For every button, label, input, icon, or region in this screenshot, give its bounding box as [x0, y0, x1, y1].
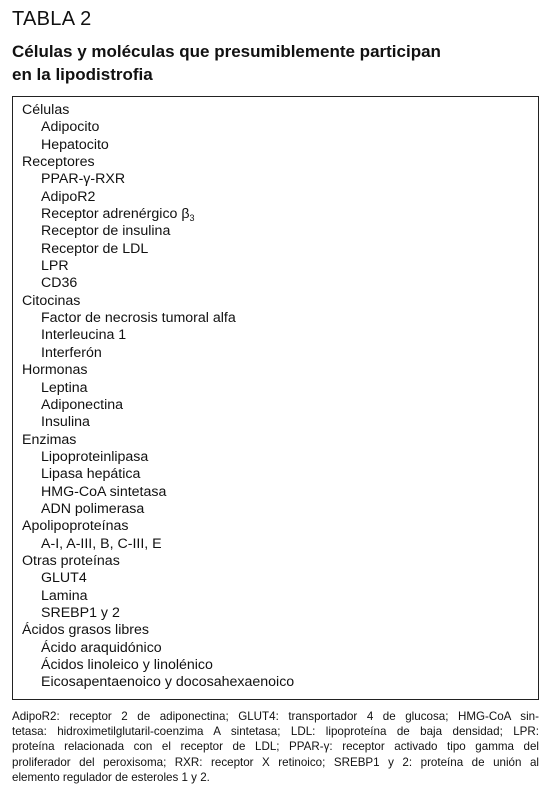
group-item-text: Ácidos linoleico y linolénico [41, 657, 213, 673]
group-item-text: Insulina [41, 414, 90, 431]
group-item-text: Eicosapentaenoico y docosahexaenoico [41, 674, 295, 691]
group-item [22, 223, 294, 240]
group-item [22, 380, 294, 397]
group-item [22, 327, 294, 344]
group-item-text: GLUT4 [41, 570, 87, 587]
group-heading: Citocinas [22, 292, 81, 309]
group-item [22, 501, 294, 518]
group-item-text: Leptina [41, 379, 88, 396]
group-item-text: Lipoproteinlipasa [41, 448, 149, 465]
group-item [22, 171, 294, 188]
group-item [22, 206, 294, 223]
group-heading: Células [22, 102, 70, 118]
group-item [22, 414, 294, 431]
group-item-text: Lamina [41, 587, 88, 604]
group-item [22, 275, 294, 292]
group-item-text: Adipocito [41, 119, 100, 136]
group-item [22, 345, 294, 362]
group-item-text: PPAR-γ-RXR [41, 171, 126, 188]
group-item [22, 657, 294, 674]
footnote-line: proliferador del peroxisoma; RXR: receptor X retinoico; SREBP1 y 2: proteína de unión al [12, 755, 539, 769]
beta-subscript: 3 [189, 213, 195, 224]
group-heading: Ácidos grasos libres [22, 622, 149, 639]
footnote-line: elemento regulador de esteroles 1 y 2. [12, 770, 210, 784]
group-item-text: Receptor adrenérgico β [41, 206, 190, 223]
group-item-text: Interleucina 1 [41, 327, 127, 344]
group-item-text: A-I, A-III, B, C-III, E [41, 535, 162, 552]
group-item [22, 258, 294, 275]
group-heading: Apolipoproteínas [22, 518, 129, 535]
group-item-text: Ácido araquidónico [41, 639, 162, 656]
group-item-text: Receptor de LDL [41, 240, 149, 257]
group-item [22, 588, 294, 605]
group-item [22, 605, 294, 622]
table-number: TABLA 2 [12, 8, 92, 30]
group-item-text: Adiponectina [41, 396, 124, 413]
group-item [22, 119, 294, 136]
footnote-line: tetasa: hidroximetilglutaril-coenzima A sintetasa; LDL: lipoproteína de baja densidad; LPR: [12, 725, 539, 739]
table-box [12, 96, 539, 700]
group-item [22, 640, 294, 657]
table-title-line: en la lipodistrofia [12, 65, 153, 84]
group-heading: Hormonas [22, 362, 88, 379]
group-item [22, 397, 294, 414]
table-title-line: Células y moléculas que presumiblemente participan [12, 42, 441, 61]
group-item-text: ADN polimerasa [41, 500, 145, 517]
group-item-text: Interferón [41, 344, 102, 361]
group-heading: Enzimas [22, 431, 77, 448]
group-item-text: Hepatocito [41, 136, 109, 153]
group-item-text: CD36 [41, 275, 78, 292]
group-item [22, 449, 294, 466]
group-heading: Otras proteínas [22, 552, 120, 569]
group-item [22, 137, 294, 154]
classification-list [22, 102, 294, 692]
group-item [22, 189, 294, 206]
group-item-text: LPR [41, 258, 69, 275]
group-item [22, 570, 294, 587]
group-heading: Receptores [22, 154, 95, 171]
group-item-text: SREBP1 y 2 [41, 604, 120, 621]
table-footnote [12, 709, 539, 785]
group-item [22, 674, 294, 691]
group-item [22, 310, 294, 327]
group-item [22, 466, 294, 483]
group-item [22, 484, 294, 501]
group-item-text: AdipoR2 [41, 188, 96, 205]
footnote-line: AdipoR2: receptor 2 de adiponectina; GLUT4: transportador 4 de glucosa; HMG-CoA sin- [12, 710, 539, 723]
group-item-text: Factor de necrosis tumoral alfa [41, 310, 236, 327]
table-title [12, 40, 542, 86]
group-item-text: HMG-CoA sintetasa [41, 483, 167, 500]
group-item-text: Lipasa hepática [41, 466, 141, 483]
group-item [22, 241, 294, 258]
group-item-text: Receptor de insulina [41, 223, 171, 240]
footnote-line: proteína relacionada con el receptor de LDL; PPAR-γ: receptor activado tipo gamma del [12, 740, 539, 754]
group-item [22, 536, 294, 553]
